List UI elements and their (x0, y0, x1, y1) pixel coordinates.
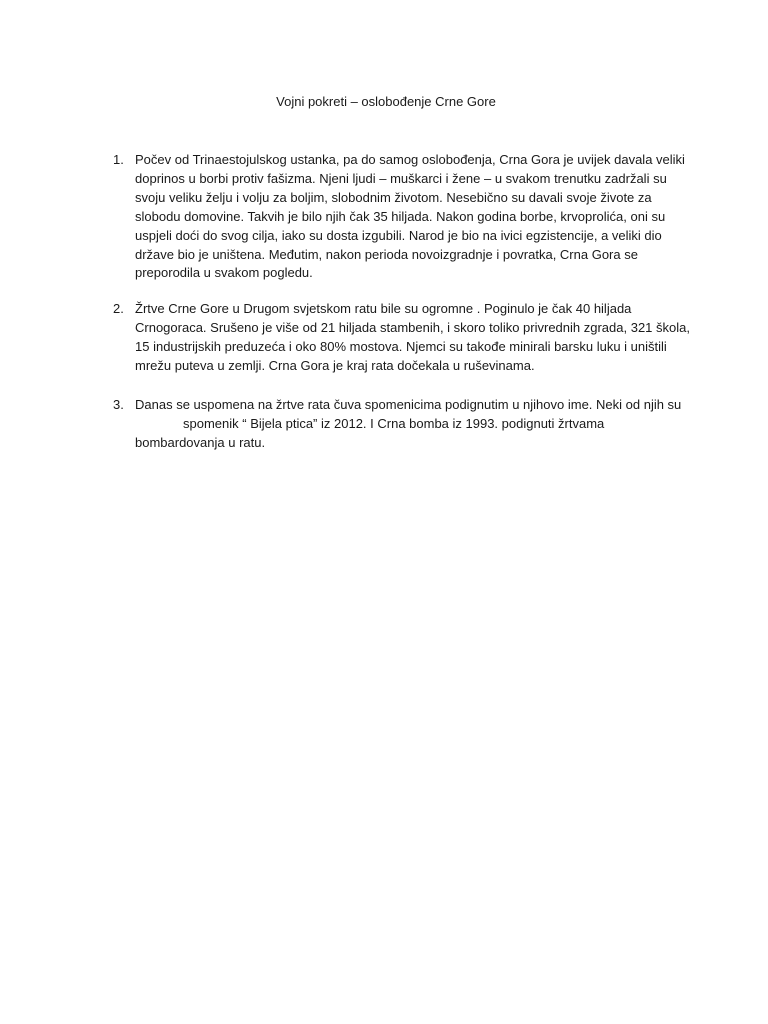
list-item (113, 300, 690, 376)
paragraph-line: Žrtve Crne Gore u Drugom svjetskom ratu bile su ogromne . Poginulo je čak 40 hiljada (135, 301, 632, 316)
paragraph-line: Počev od Trinaestojulskog ustanka, pa do samog oslobođenja, Crna Gora je uvijek davala veliki (135, 152, 685, 167)
paragraph-line: bombardovanja u ratu. (135, 434, 266, 450)
list-item (113, 396, 682, 453)
list-item-number: 1. (113, 152, 124, 167)
paragraph-line: uspjeli doći do svog cilja, iako su dosta izgubili. Narod je bio na ivici egzistencije, a veliki dio (135, 227, 662, 243)
list-item-number: 3. (113, 397, 124, 412)
list-item-number: 2. (113, 301, 124, 316)
list-item-text (135, 300, 690, 376)
paragraph-line: doprinos u borbi protiv fašizma. Njeni ljudi – muškarci i žene – u svakom trenutku zadržali su (135, 170, 667, 186)
paragraph-line: Danas se uspomena na žrtve rata čuva spomenicima podignutim u njihovo ime. Neki od njih su (135, 397, 682, 412)
list-item (113, 151, 685, 283)
paragraph-line: preporodila u svakom pogledu. (135, 265, 313, 281)
list-item-text (135, 396, 682, 453)
document-title: Vojni pokreti – oslobođenje Crne Gore (276, 94, 496, 109)
paragraph-line: mrežu puteva u zemlji. Crna Gora je kraj rata dočekala u ruševinama. (135, 357, 535, 373)
paragraph-line: spomenik “ Bijela ptica” iz 2012. I Crna bomba iz 1993. podignuti žrtvama (183, 415, 605, 431)
paragraph-line: slobodu domovine. Takvih je bilo njih čak 35 hiljada. Nakon godina borbe, krvoprolića, oni su (135, 208, 666, 224)
paragraph-line: 15 industrijskih preduzeća i oko 80% mostova. Njemci su takođe minirali barsku luku i uništili (135, 338, 667, 354)
list-item-text (135, 151, 685, 283)
paragraph-line: države bio je uništena. Međutim, nakon perioda novoizgradnje i povratka, Crna Gora se (135, 246, 638, 262)
paragraph-line: Crnogoraca. Srušeno je više od 21 hiljada stambenih, i skoro toliko privrednih zgrada, 321 škola, (135, 319, 690, 335)
paragraph-line: svoju veliku želju i volju za boljim, slobodnim životom. Nesebično su davali svoje živote za (135, 189, 652, 205)
